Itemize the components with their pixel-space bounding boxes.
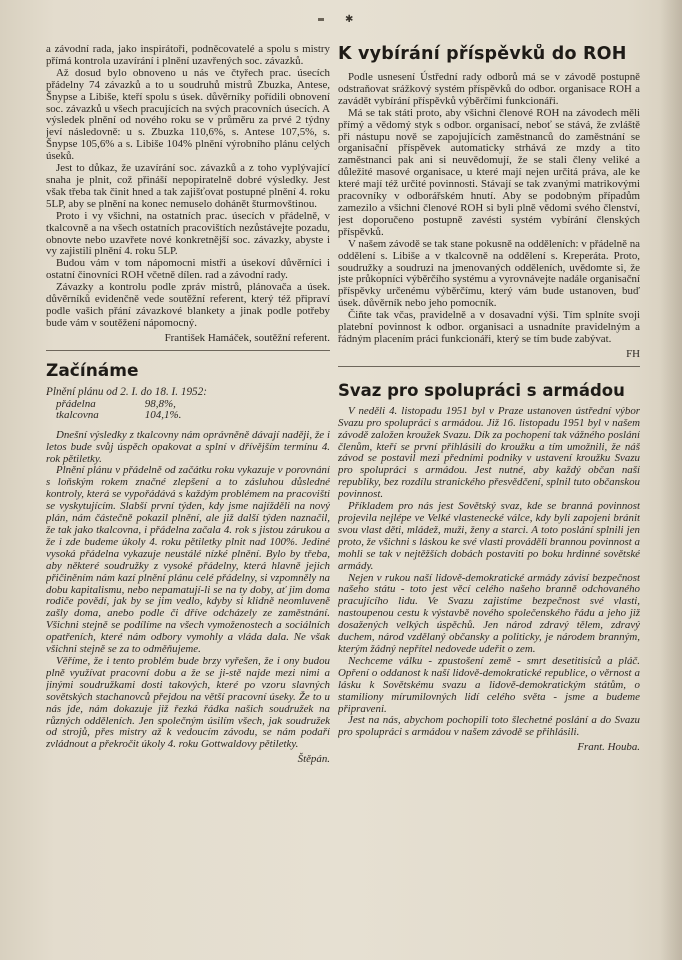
right-column bbox=[338, 44, 640, 920]
plan-row bbox=[56, 410, 187, 422]
zaciname-paragraph: Věříme, že i tento problém bude brzy vyřešen, že i ony budou plně využívat pracovní dobu a že se ji-stě najde mezi nimi a jinými soudružkami dosti takových, které po vzoru slavných sovětských stachanovců přejdou na větší pracovní úseky. Že to u nás jde, nám dokazuje již řezká řádka našich soudružek na různých odděleních. Jen společným úsilím všech, jak soudružek od strojů, přes mistry až k vedoucím závodu, se nám podaří zvládnout a překročit úkoly 4. roku Gottwaldovy pětiletky. bbox=[46, 654, 330, 751]
vybirani-paragraph: Podle usnesení Ústřední rady odborů má se v závodě postupně odstraňovat srážkový systém příspěvků do odbor. organisace ROH a zavádět vybírání příspěvků výběrčími funkcionáři. bbox=[338, 71, 640, 107]
page-edge-shadow bbox=[660, 0, 682, 960]
svaz-signature: Frant. Houba. bbox=[577, 741, 640, 754]
vybirani-paragraph: Čiňte tak včas, pravidelně a v dosavadní výši. Tím splníte svoji platební povinnost k odbor. organisaci a usnadníte pravidelným a řádným placením práci funkcionáři, který se tím bude zabývat. bbox=[338, 309, 640, 345]
vybirani-title: K vybírání příspěvků do ROH bbox=[338, 44, 627, 64]
intro-paragraph: Jest to důkaz, že uzavírání soc. závazků a z toho vyplývající snaha je plnit, což přináší nepopiratelně dobré výsledky. Jest však třeba tak činit hned a tak zajišťovat postupné plnění 4. roku 5LP, aby se plnění na konec nemuselo dohánět šturmovštinou. bbox=[46, 162, 330, 210]
intro-article bbox=[46, 44, 330, 344]
zaciname-title: Začínáme bbox=[46, 360, 139, 381]
intro-signature: František Hamáček, soutěžní referent. bbox=[164, 331, 330, 344]
zaciname-article bbox=[46, 361, 330, 765]
intro-paragraph: Proto i vy všichni, na ostatních prac. úsecích v přádelně, v tkalcovně a na všech ostatních pracovištích nezůstávejte pozadu, obnovte nebo uzavřete nové konkretnější soc. závazky, abyste i vy zajistili plnění 4. roku 5LP. bbox=[46, 209, 330, 258]
plan-label: přádelna bbox=[56, 397, 96, 410]
ornament-star: ✱ bbox=[345, 14, 354, 25]
plan-value: 98,8%, bbox=[144, 397, 176, 410]
print-mark bbox=[318, 18, 324, 21]
svaz-paragraph: Nejen v rukou naší lidově-demokratické armády závisí bezpečnost našeho státu - toto jest věcí celého našeho branně odchovaného pracujícího lidu. Ve Svazu zajistíme bezpečnost své vlasti, nastoupenou cestu k výstavbě nového společenského řádu a jeho již dosažených velkých úspěchů. Jen národ zdravý tělem, zdravý duchem, národ vzdělaný občansky a politicky, je národem branným, kterým žádný nepřítel nedovede udeřit o zem. bbox=[338, 571, 640, 655]
svaz-paragraph: Jest na nás, abychom pochopili toto šlechetné poslání a do Svazu pro spolupráci s armádou v našem závodě se přihlásili. bbox=[338, 714, 640, 739]
zaciname-paragraph: Dnešní výsledky z tkalcovny nám oprávněně dávají naději, že i letos bude svůj úspěch opakovat a splní v dřívějším termínu 4. rok pětiletky. bbox=[46, 428, 330, 465]
intro-paragraph: a závodní rada, jako inspirátoři, podněcovatelé a spolu s mistry přímá kontrola uzavírání i plnění uzavřených soc. závazků. bbox=[46, 44, 330, 67]
zaciname-paragraph: Plnění plánu v přádelně od začátku roku vykazuje v porovnání s loňským rokem značné zlepšení a to zásluhou důsledné kontroly, která se vypořádává s každým problémem na pracovišti se vyskytujícím. Slabší první týden, kdy jsme najížděli na nový plán, nám částečně pokazil plnění, ale již další týden naznačil, že tak jako tkalcovna, i přádelna začala 4. rok s jistou zárukou a že i zde budeme úkoly 4. roku pětiletky plnit nad 100%. Jediné vysoká přádelna vykazuje neustálé nízké plnění. Bylo by třeba, aby některé soudružky z vysoké přádelny, která hlavně jejich přičiněním nám kazí plnění plánu celé přádelny, si vzpomněly na dobu kapitalismu, nebo nepamatují-li se na ty doby, ať jim doma rodiče povědí, jak by se jim vedlo, kdyby si klidně neomluveně zašly doma, anebo podle či dříve odcházely ze zaměstnání. Všichni stejně se podílíme na všech vymoženostech a sociálních opatřeních, které nám odbory vymohly a vláda dala. Ne však všichni stejně se za to odměňujeme. bbox=[46, 464, 330, 656]
zaciname-signature: Štěpán. bbox=[297, 753, 330, 766]
plan-heading: Plnění plánu od 2. I. do 18. I. 1952: bbox=[46, 385, 207, 398]
svaz-article bbox=[338, 381, 640, 753]
vybirani-paragraph: V našem závodě se tak stane pokusně na odděleních: v přádelně na oddělení s. Libiše a v tkalcovně na oddělení s. Kreperáta. Proto, soudružky a soudruzi na jmenovaných odděleních, uvědomte si, že jste průkopníci výběrčího systému a vyrovnávejte nadále organisační příspěvky určenému výběrčímu, který vám bude ustanoven, buď úsek. důvěrník nebo jeho pomocník. bbox=[338, 237, 640, 310]
column-divider bbox=[338, 366, 640, 367]
vybirani-paragraph: Má se tak státi proto, aby všichni členové ROH na závodech měli přímý a vědomý styk s odbor. organisací, neboť se stává, že zvláště při nástupu nově se zapojujících zaměstnanců do zaměstnání se organisační příspěvek automaticky strhává ze mzdy a tito zaměstnanci pak ani si neuvědomují, že se stali členy veliké a důležité masové organisace, u které mají nejen určitá práva, ale ke které mají též určité povinnosti. Stávají se tak zvanými matrikovými pracovníky v odborářském hnutí. Aby se podobným případům zamezilo a všichni členové ROH si byli plně vědomi svého členství, jest doporučeno postupně zavésti systém vybírání členských příspěvků. bbox=[338, 106, 640, 238]
intro-paragraph: Závazky a kontrolu podle zpráv mistrů, plánovača a úsek. důvěrníků evidenčně vede soutěžní referent, který též připraví podle vašich přání závazkové blankety a jinak podle potřeby bude vám v soutěžení nápomocný. bbox=[46, 281, 330, 329]
vybirani-signature: FH bbox=[626, 347, 640, 360]
plan-label: tkalcovna bbox=[56, 409, 99, 422]
vybirani-article bbox=[338, 44, 640, 360]
svaz-paragraph: V neděli 4. listopadu 1951 byl v Praze ustanoven ústřední výbor Svazu pro spolupráci s armádou. Již 16. listopadu 1951 byl v našem závodě založen kroužek Svazu. Dík za pochopení tak vážného poslání členům, kteří se první přihlásili do kroužku a tím umožnili, že náš závod se postavil mezi předními podniky v ustavení kroužku Svazu pro spolupráci s armádou. Jest nutné, aby každý občan naší republiky, bez rozdílu stranického přesvědčení, splnil tuto občanskou povinnost. bbox=[338, 404, 640, 501]
intro-paragraph: Až dosud bylo obnoveno u nás ve čtyřech prac. úsecích přádelny 74 závazků a to u soudruhů mistrů Zbuzka, Antese, Šnypse a Libiše, kteří spolu s úsek. důvěrníky pořídili obnovení soc. závazků u všech pracujících na svých pracovních úsecích. A výsledek plnění od nového roku se v průměru za prvé 2 týdny jeví následovně: u s. Zbuzka 110,6%, s. Antese 107,5%, s. Šnypse 105,6% a s. Libiše 104% plnění výrobního plánu celých úseků. bbox=[46, 66, 330, 163]
svaz-title: Svaz pro spolupráci s armádou bbox=[338, 380, 625, 400]
plan-value: 104,1%. bbox=[144, 409, 182, 422]
svaz-paragraph: Příkladem pro nás jest Sovětský svaz, kde se branná povinnost projevila nejlépe ve Velké vlastenecké válce, kdy byli zapojeni bránit svou vlast děti, mládež, muži, ženy a starci. A toto poslání splnili jen proto, že všichni s láskou ke své vlasti prováděli brannou povinnost a mohli se tak v nejtěžších dobách postaviti po boku hrdinné sovětské armády. bbox=[338, 500, 640, 572]
column-divider bbox=[46, 350, 330, 351]
left-column bbox=[46, 44, 330, 920]
svaz-paragraph: Nechceme válku - zpustošení země - smrt desetitisíců a pláč. Opření o oddanost k naší lidově-demokratické republice, o věrnost a lásku k Sovětskému svazu a lidově-demokratickým státům, o stamiliony mírumilovných lidí celého světa - jsme a budeme připraveni. bbox=[338, 654, 640, 715]
intro-paragraph: Budou vám v tom nápomocni mistři a úsekoví důvěrníci i ostatní činovníci ROH včetně dílen. rad a závodní rady. bbox=[46, 257, 330, 282]
plan-table bbox=[56, 399, 187, 422]
